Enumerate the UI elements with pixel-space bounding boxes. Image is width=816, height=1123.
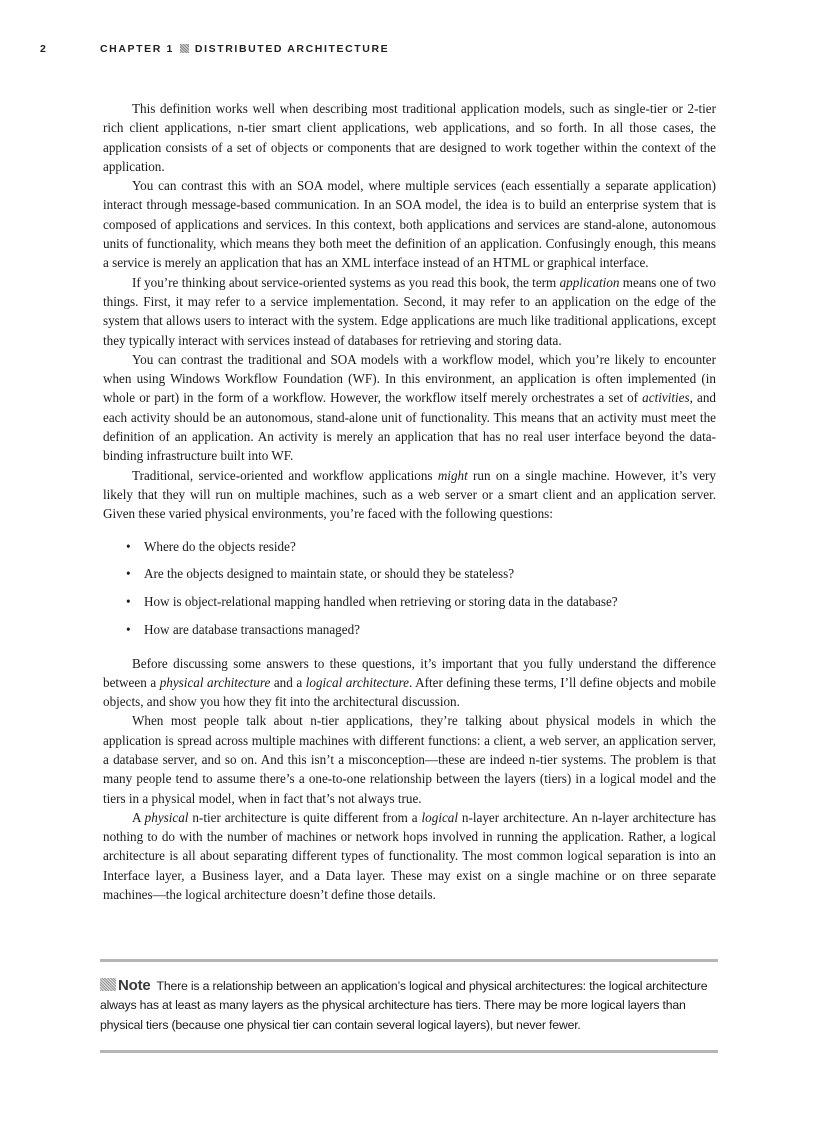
note-label: Note [118, 977, 151, 994]
text-run: If you’re thinking about service-oriented systems as you read this book, the term [132, 274, 560, 290]
header-separator-icon [180, 44, 189, 53]
bullet-icon: • [126, 622, 131, 638]
emphasis: logical architecture [305, 674, 409, 690]
text-run: run on a single machine. However, it’s very likely that they will run on multiple machines, such as a web server or a smart client and an application server. Given these varied physical environments, you’re faced with the following questions: [103, 467, 716, 522]
list-item-text: Where do the objects reside? [144, 538, 296, 554]
note-text [100, 976, 718, 1035]
text-run: Traditional, service-oriented and workflow applications [132, 467, 438, 483]
emphasis: physical [144, 809, 189, 825]
note-body: There is a relationship between an application’s logical and physical architectures: the logical architecture always has at least as many layers as the physical architecture has tiers. There may be more logical layers than physical tiers (because one physical tier can contain several logical layers), but never fewer. [100, 979, 708, 1032]
paragraph [103, 654, 716, 712]
list-item-text: How is object-relational mapping handled when retrieving or storing data in the database? [144, 594, 618, 610]
text-run: n-layer architecture. An n-layer architecture has nothing to do with the number of machines or network hops involved in running the application. Rather, a logical architecture is all about separating different types of functionality. The most common logical separation is into an Interface layer, a Business layer, and a Data layer. These may exist on a single machine or on three separate machines—the logical architecture doesn’t define those details. [103, 809, 716, 903]
paragraph: You can contrast this with an SOA model, where multiple services (each essentially a separate application) interact through message-based communication. In an SOA model, the idea is to build an enterprise system that is composed of applications and services. In this context, both applications and services are stand-alone, autonomous units of functionality, which means they both meet the definition of an application. Confusingly enough, this means a service is merely an application that has an XML interface instead of an HTML or graphical interface. [103, 178, 716, 271]
list-item [126, 592, 716, 611]
list-item [126, 564, 716, 583]
emphasis: activities [642, 390, 690, 406]
bullet-icon: • [126, 566, 131, 582]
text-run: Before discussing some answers to these questions, it’s important that you fully understand the difference between a [103, 655, 716, 690]
paragraph [103, 808, 716, 904]
chapter-label: CHAPTER 1 [100, 43, 174, 55]
list-item-text: How are database transactions managed? [144, 622, 360, 638]
text-run: and a [270, 674, 306, 690]
paragraph [103, 466, 716, 524]
bullet-icon: • [126, 538, 131, 554]
paragraph [103, 350, 716, 466]
paragraph: When most people talk about n-tier applications, they’re talking about physical models in which the application is spread across multiple machines with different functions: a client, a web server, an application server, a database server, and so on. And this isn’t a misconception—these are indeed n-tier systems. The problem is that many people tend to assume there’s a one-to-one relationship between the layers (tiers) in a logical model and the tiers in a physical model, when in fact that’s not always true. [103, 713, 716, 806]
emphasis: application [559, 274, 620, 290]
paragraph [103, 273, 716, 350]
text-run: n-tier architecture is quite different from a [188, 809, 422, 825]
text-run: A [132, 809, 145, 825]
text-run: You can contrast the traditional and SOA models with a workflow model, which you’re likely to encounter when using Windows Workflow Foundation (WF). In this environment, an application is often implemented (in whole or part) in the form of a workflow. However, the workflow itself merely orchestrates a set of [103, 351, 716, 406]
text-run: . After defining these terms, I’ll define objects and mobile objects, and show you how they fit into the architectural discussion. [103, 674, 716, 710]
chapter-title: DISTRIBUTED ARCHITECTURE [194, 43, 390, 55]
question-list [103, 537, 716, 640]
emphasis: might [437, 467, 468, 483]
note-icon [100, 978, 116, 991]
emphasis: logical [421, 809, 459, 825]
list-item [126, 620, 716, 639]
body-text [103, 99, 716, 904]
list-item-text: Are the objects designed to maintain state, or should they be stateless? [144, 566, 515, 582]
emphasis: physical architecture [159, 674, 271, 690]
text-run: means one of two things. First, it may refer to a service implementation. Second, it may refer to an application on the edge of the system that allows users to interact with the system. Edge applications are much like traditional applications, except they typically interact with services instead of databases for retrieving and storing data. [103, 274, 717, 348]
paragraph: This definition works well when describing most traditional application models, such as single-tier or 2-tier rich client applications, n-tier smart client applications, web applications, and so forth. In all those cases, the application consists of a set of objects or components that are designed to work together within the context of the application. [103, 101, 716, 174]
running-header [40, 43, 389, 55]
text-run: , and each activity should be an autonomous, stand-alone unit of functionality. This means that an activity must meet the definition of an application. An activity is merely an application that has no real user interface beyond the data-binding infrastructure built into WF. [103, 390, 716, 464]
note-box [100, 959, 718, 1053]
bullet-icon: • [126, 594, 131, 610]
list-item [126, 537, 716, 556]
page-number: 2 [40, 43, 48, 55]
